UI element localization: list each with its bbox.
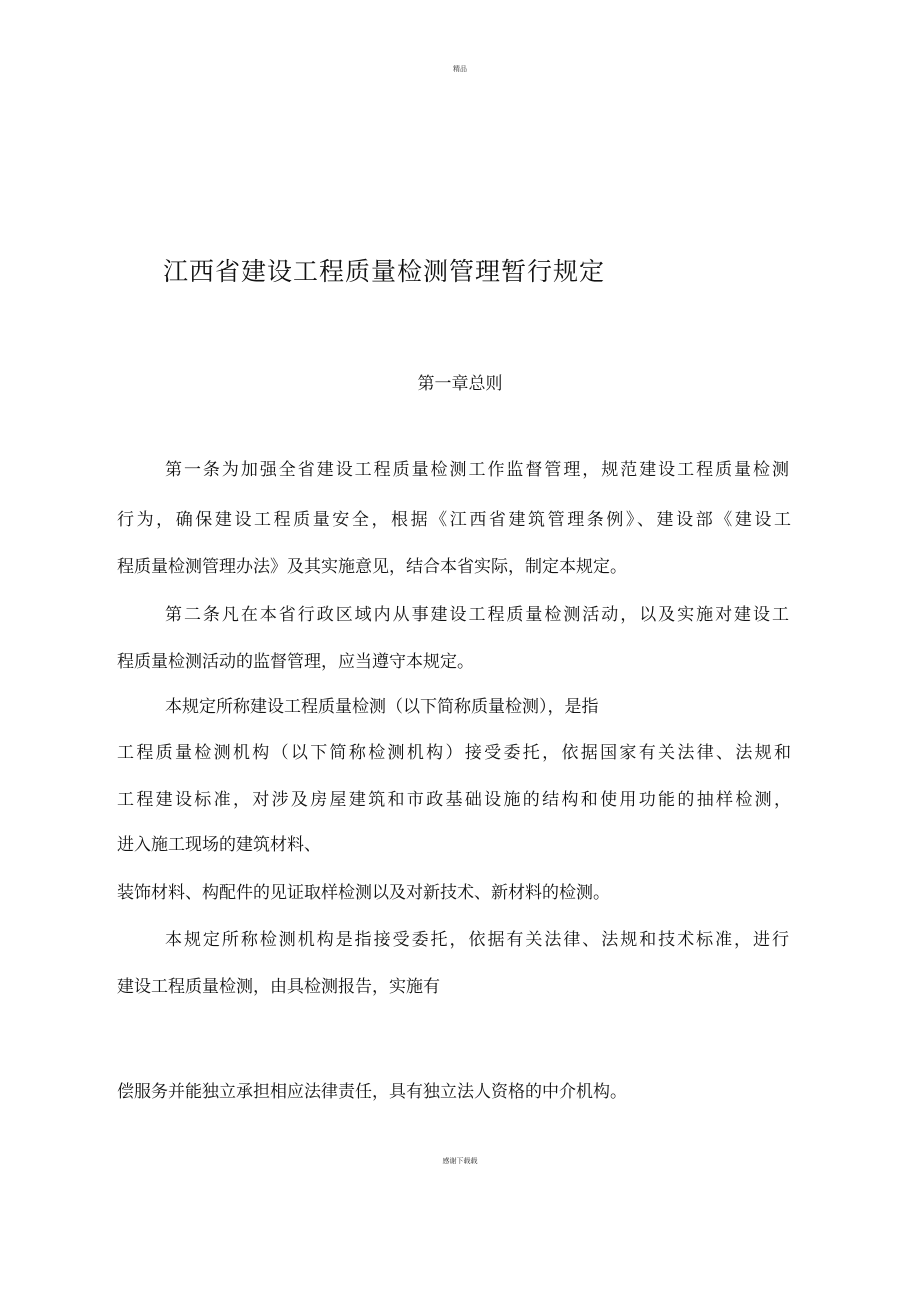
text-line: 工程质量检测机构（以下简称检测机构）接受委托，依据国家有关法律、法规和 xyxy=(117,743,791,763)
text-line: 行为，确保建设工程质量安全，根据《江西省建筑管理条例》、建设部《建设工 xyxy=(117,510,791,530)
text-line: 建设工程质量检测，由具检测报告，实施有 xyxy=(117,977,440,997)
text-line: 工程建设标准，对涉及房屋建筑和市政基础设施的结构和使用功能的抽样检测， xyxy=(117,790,791,810)
text-line: 进入施工现场的建筑材料、 xyxy=(117,835,321,855)
text-line: 第一条为加强全省建设工程质量检测工作监督管理，规范建设工程质量检测 xyxy=(165,460,789,480)
header-mark: 精品 xyxy=(453,65,467,73)
footer-mark: 感谢下载载 xyxy=(442,1157,478,1165)
chapter-heading: 第一章总则 xyxy=(417,374,503,394)
document-title: 江西省建设工程质量检测管理暂行规定 xyxy=(163,257,606,286)
text-line: 装饰材料、构配件的见证取样检测以及对新技术、新材料的检测。 xyxy=(117,883,610,903)
text-line: 本规定所称建设工程质量检测（以下简称质量检测），是指 xyxy=(165,697,599,717)
text-line: 偿服务并能独立承担相应法律责任，具有独立法人资格的中介机构。 xyxy=(117,1082,627,1102)
text-line: 第二条凡在本省行政区域内从事建设工程质量检测活动，以及实施对建设工 xyxy=(165,605,789,625)
text-line: 程质量检测管理办法》及其实施意见，结合本省实际，制定本规定。 xyxy=(117,557,627,577)
text-line: 本规定所称检测机构是指接受委托，依据有关法律、法规和技术标准，进行 xyxy=(165,930,789,950)
text-line: 程质量检测活动的监督管理，应当遵守本规定。 xyxy=(117,652,474,672)
